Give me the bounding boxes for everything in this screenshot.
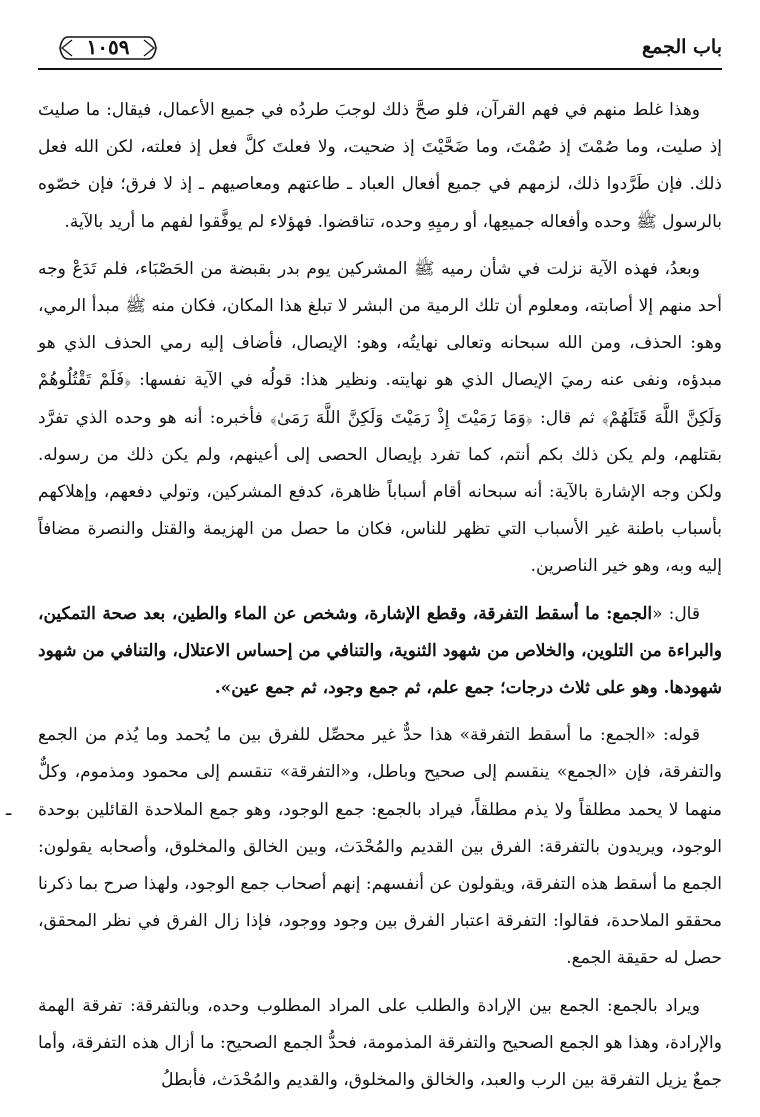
- quoted-definition: [38, 596, 722, 708]
- margin-mark: ـ: [6, 799, 12, 821]
- quote-text: الجمع: ما أسقط التفرقة، وقطع الإشارة، وشخص عن الماء والطين، بعد صحة التمكين، والبراءة من التلوين، والخلاص من شهود الثنوية، والتنافي من إحساس الاعتلال، والتنافي من شهود شهودها. وهو على ثلاث درجات؛ جمع علم، ثم جمع وجود، ثم جمع عين».: [38, 603, 722, 699]
- page-header: [38, 28, 722, 68]
- page-number: ١٠٥٩: [86, 35, 130, 59]
- page-number-frame: [58, 34, 158, 62]
- paragraph-1: [38, 92, 722, 241]
- page-body: [6, 92, 723, 1099]
- paragraph-2: [38, 251, 722, 586]
- paragraph-text: قوله: «الجمع: ما أسقط التفرقة» هذا حدٌّ غير محصِّل للفرق بين ما يُحمد وما يُذم من الجمع والتفرقة، فإن «الجمع» ينقسم إلى صحيح وباطل، و«التفرقة» تنقسم إلى محمود ومذموم، وكلٌّ منهما لا يحمد مطلقاً ولا يذم مطلقاً، فيراد بالجمع: جمع الوجود، وهو جمع الملاحدة القائلين بوحدة الوجود، ويريدون بالتفرقة: الفرق بين القديم والمُحْدَث، وبين الخالق والمخلوق، وأصحابه يقولون: الجمع ما أسقط هذه التفرقة، ويقولون عن أنفسهم: إنهم أصحاب جمع الوجود، ولهذا صرح بما ذكرنا محققو الملاحدة، فقالوا: التفرقة اعتبار الفرق بين وجود ووجود، فإذا زال الفرق في نظر المحقق، حصل له حقيقة الجمع.: [38, 725, 723, 969]
- quote-lead: قال: «: [652, 603, 700, 624]
- paragraph-text: ويراد بالجمع: الجمع بين الإرادة والطلب على المراد المطلوب وحده، وبالتفرقة: تفرقة الهمة والإرادة، وهذا هو الجمع الصحيح والتفرقة المذمومة، فحدُّ الجمع الصحيح: ما أزال هذه التفرقة، وأما جمعٌ يزيل التفرقة بين الرب والعبد، والخالق والمخلوق، والقديم والمُحْدَث، فأبطلُ: [38, 995, 722, 1091]
- header-divider: [38, 68, 722, 70]
- paragraph-5: [38, 988, 722, 1100]
- paragraph-4: [6, 717, 723, 977]
- paragraph-text: وبعدُ، فهذه الآية نزلت في شأن رميه ﷺ المشركين يوم بدر بقبضة من الحَصْبَاء، فلم تَدَعْ وجه أحد منهم إلا أصابته، ومعلوم أن تلك الرمية من البشر لا تبلغ هذا المكان، فكان منه ﷺ مبدأ الرمي، وهو: الحذف، ومن الله سبحانه وتعالى نهايتُه، وهو: الإيصال، فأضاف إليه رمي الحذف الذي هو مبدؤه، ونفى عنه رميَ الإيصال الذي هو نهايته. ونظير هذا: قولُه في الآية نفسها: ﴿فَلَمْ تَقْتُلُوهُمْ وَلَكِنَّ اللَّهَ قَتَلَهُمْ﴾ ثم قال: ﴿وَمَا رَمَيْتَ إِذْ رَمَيْتَ وَلَكِنَّ اللَّهَ رَمَىٰ﴾ فأخبره: أنه هو وحده الذي تفرَّد بقتلهم، ولم يكن ذلك بكم أنتم، كما تفرد بإيصال الحصى إلى أعينهم، ولم يكن ذلك من رسوله. ولكن وجه الإشارة بالآية: أنه سبحانه أقام أسباباً ظاهرة، كدفع المشركين، وتولي دفعهم، وإهلاكهم بأسباب باطنة غير الأسباب التي تظهر للناس، فكان ما حصل من الهزيمة والقتل والنصرة مضافاً إليه وبه، وهو خير الناصرين.: [38, 258, 722, 577]
- chapter-title: باب الجمع: [641, 36, 722, 58]
- paragraph-text: وهذا غلط منهم في فهم القرآن، فلو صحَّ ذلك لوجبَ طردُه في جميع الأعمال، فيقال: ما صليتَ إذ صليت، وما صُمْتَ إذ صُمْتَ، وما ضَحَّيْتَ إذ ضحيت، ولا فعلتَ كلَّ فعل إذ فعلته، لكن الله فعل ذلك. فإن طَرَّدوا ذلك، لزمهم في جميع أفعال العباد ـ طاعتهم ومعاصيهم ـ إذ لا فرق؛ فإن خصّوه بالرسول ﷺ وحده وأفعاله جميعِها، أو رميِهِ وحده، تناقضوا. فهؤلاء لم يوفَّقوا لفهم ما أريد بالآية.: [38, 100, 722, 232]
